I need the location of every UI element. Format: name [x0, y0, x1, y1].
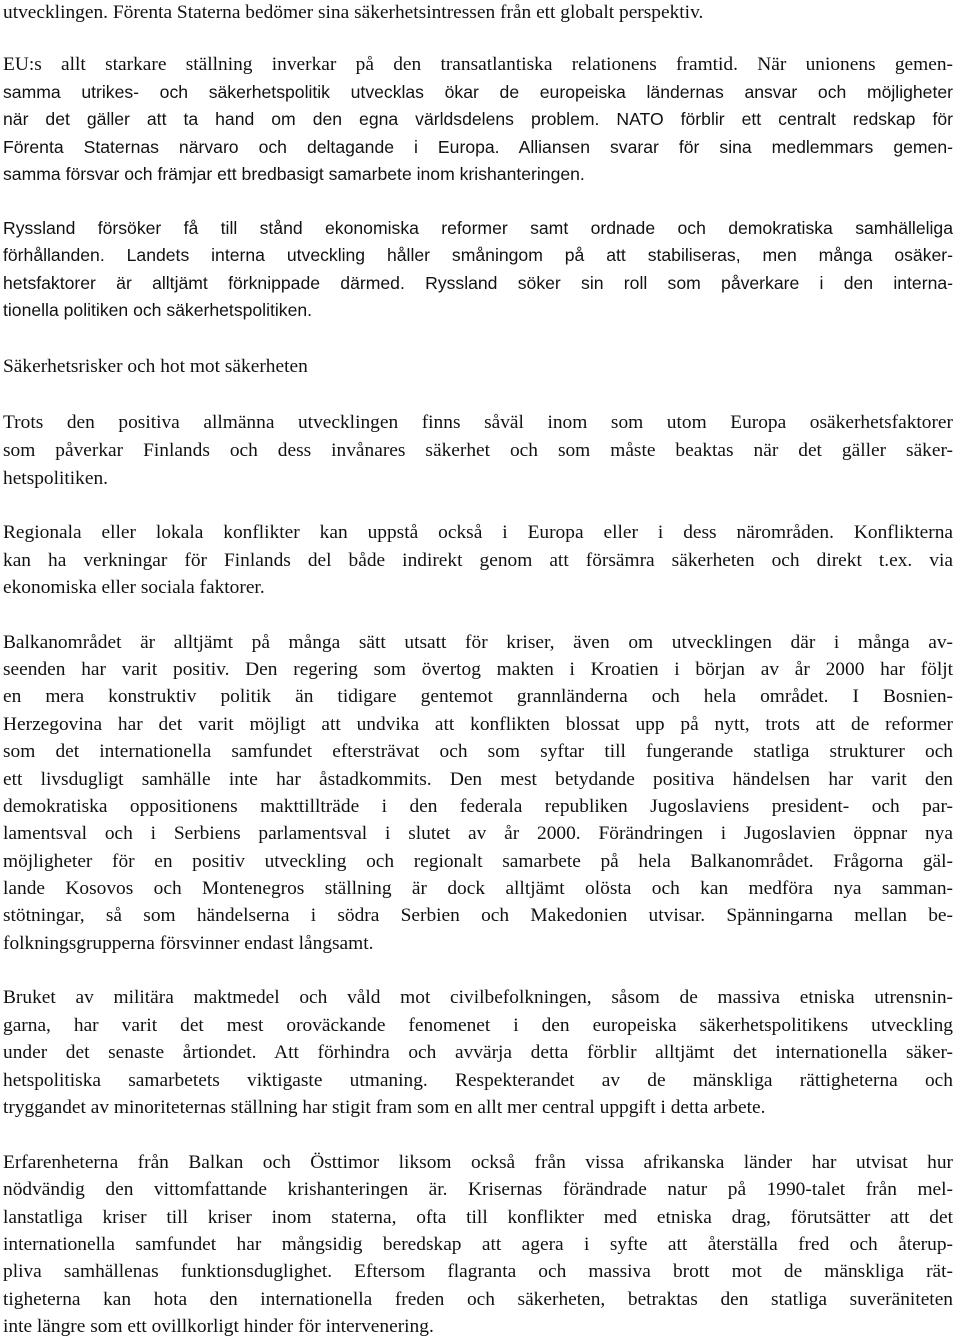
paragraph-line: hetspolitiska samarbetets viktigaste utmaning. Respekterandet av de mänskliga rättigheterna och	[3, 1070, 953, 1091]
paragraph-line: lamentsval och i Serbiens parlamentsval i slutet av år 2000. Förändringen i Jugoslavien öppnar nya	[3, 823, 953, 844]
paragraph-line: Erfarenheterna från Balkan och Östtimor liksom också från vissa afrikanska länder har utvisat hur	[3, 1152, 953, 1173]
paragraph-line: EU:s allt starkare ställning inverkar på den transatlantiska relationens framtid. När unionens gemen-	[3, 54, 953, 75]
paragraph-line: tionella politiken och säkerhetspolitiken.	[3, 300, 313, 320]
paragraph-line: garna, har varit det mest oroväckande fenomenet i den europeiska säkerhetspolitikens utveckling	[3, 1015, 953, 1036]
paragraph-line: möjligheter för en positiv utveckling och regionalt samarbete på hela Balkanområdet. Frågorna gäl-	[3, 851, 953, 872]
paragraph-line: Regionala eller lokala konflikter kan uppstå också i Europa eller i dess närområden. Konflikterna	[3, 522, 953, 543]
paragraph-line: hetsfaktorer är alltjämt förknippade därmed. Ryssland söker sin roll som påverkare i den interna-	[3, 273, 953, 293]
paragraph-line: förhållanden. Landets interna utveckling håller småningom på att stabiliseras, men många osäker-	[3, 245, 953, 265]
paragraph-line: under det senaste årtiondet. Att förhindra och avvärja detta förblir alltjämt det internationella säker-	[3, 1042, 953, 1063]
paragraph-line: Förenta Staternas närvaro och deltagande i Europa. Alliansen svarar för sina medlemmars gemen-	[3, 137, 953, 157]
paragraph-line: internationella samfundet har mångsidig beredskap att agera i syfte att återställa fred och återup-	[3, 1234, 953, 1255]
paragraph-line: en mera konstruktiv politik än tidigare gentemot grannländerna och hela området. I Bosnien-	[3, 686, 953, 707]
paragraph-line: seenden har varit positiv. Den regering som övertog makten i Kroatien i början av år 2000 har följt	[3, 659, 953, 680]
paragraph-line: demokratiska oppositionens makttillträde i den federala republiken Jugoslaviens president- och par-	[3, 796, 953, 817]
paragraph-line: tryggandet av minoriteternas ställning har stigit fram som en allt mer central uppgift i detta arbete.	[3, 1097, 766, 1118]
paragraph-line: kan ha verkningar för Finlands del både indirekt genom att försämra säkerheten och direkt t.ex. via	[3, 550, 953, 571]
paragraph-line: inte längre som ett ovillkorligt hinder för intervenering.	[3, 1316, 434, 1337]
paragraph-line: Trots den positiva allmänna utvecklingen finns såväl inom som utom Europa osäkerhetsfaktorer	[3, 412, 953, 433]
paragraph-line: samma försvar och främjar ett bredbasigt samarbete inom krishanteringen.	[3, 164, 585, 184]
paragraph-line: som det internationella samfundet eftersträvat och som syftar till fungerande statliga strukturer och	[3, 741, 953, 762]
paragraph-line: hetspolitiken.	[3, 468, 109, 489]
paragraph-line: lanstatliga kriser till kriser inom staterna, ofta till konflikter med etniska drag, förutsätter att det	[3, 1207, 953, 1228]
paragraph-line: Balkanområdet är alltjämt på många sätt utsatt för kriser, även om utvecklingen där i många av-	[3, 632, 953, 653]
paragraph-line: samma utrikes- och säkerhetspolitik utvecklas ökar de europeiska ländernas ansvar och möjligheter	[3, 82, 953, 102]
paragraph-line: pliva samhällenas funktionsduglighet. Eftersom flagranta och massiva brott mot de mänskliga rät-	[3, 1261, 953, 1282]
paragraph-line: när det gäller att ta hand om den egna världsdelens problem. NATO förblir ett centralt redskap för	[3, 109, 953, 129]
paragraph-line: tigheterna kan hota den internationella freden och säkerheten, betraktas den statliga suveräniteten	[3, 1289, 953, 1310]
paragraph-line: Bruket av militära maktmedel och våld mot civilbefolkningen, såsom de massiva etniska utrensnin-	[3, 987, 953, 1008]
paragraph-line: lande Kosovos och Montenegros ställning är dock alltjämt olösta och kan medföra nya samman-	[3, 878, 953, 899]
section-heading: Säkerhetsrisker och hot mot säkerheten	[3, 356, 308, 377]
paragraph-line: Ryssland försöker få till stånd ekonomiska reformer samt ordnade och demokratiska samhälleliga	[3, 218, 953, 238]
paragraph-line: nödvändig den vittomfattande krishanteringen är. Krisernas förändrade natur på 1990-talet från mel-	[3, 1179, 953, 1200]
paragraph-line: utvecklingen. Förenta Staterna bedömer sina säkerhetsintressen från ett globalt perspektiv.	[3, 2, 704, 23]
paragraph-line: som påverkar Finlands och dess invånares säkerhet och som måste beaktas när det gäller säker-	[3, 440, 953, 461]
paragraph-line: ett livsdugligt samhälle inte har åstadkommits. Den mest betydande positiva händelsen har varit den	[3, 769, 953, 790]
paragraph-line: ekonomiska eller sociala faktorer.	[3, 577, 265, 598]
paragraph-line: folkningsgrupperna försvinner endast långsamt.	[3, 933, 374, 954]
paragraph-line: Herzegovina har det varit möjligt att undvika att konflikten blossat upp på nytt, trots att de reformer	[3, 714, 953, 735]
paragraph-line: stötningar, så som händelserna i södra Serbien och Makedonien utvisar. Spänningarna mellan be-	[3, 905, 953, 926]
